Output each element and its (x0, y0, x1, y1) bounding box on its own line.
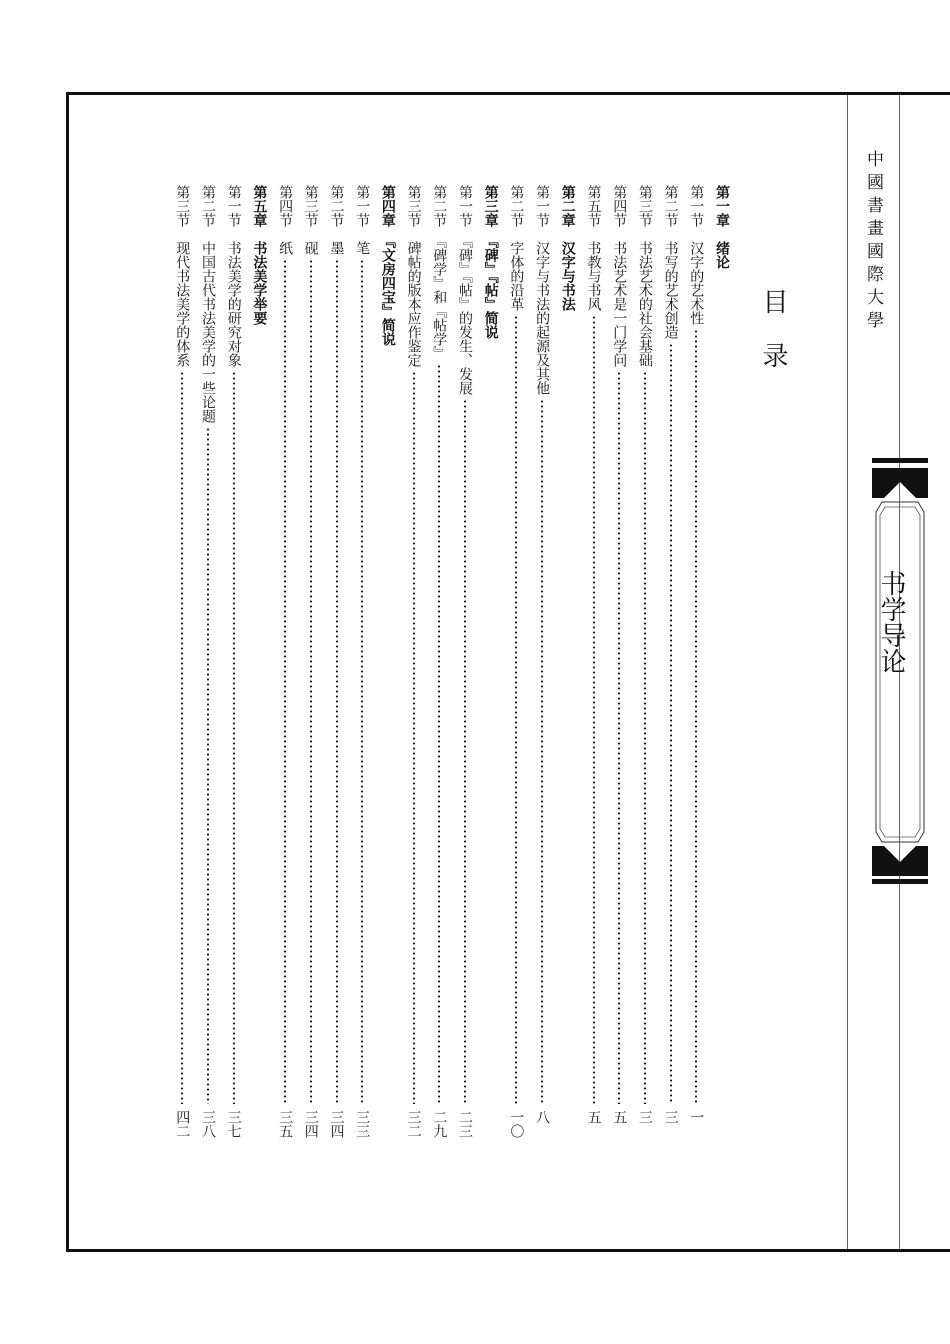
toc-entry[interactable] (582, 185, 606, 1145)
section-title: 第三节 砚 (302, 185, 319, 255)
section-title: 第二节 字体的沿革 (508, 185, 525, 311)
leader-dots (207, 427, 209, 1104)
leader-dots (413, 371, 415, 1104)
series-title: 中國書畫國際大學 (863, 150, 883, 334)
toc-entry[interactable] (196, 185, 220, 1145)
section-title: 第一节 『碑』『帖』的发生、发展 (457, 185, 473, 395)
title-block-top-ornament (872, 468, 928, 498)
leader-dots (541, 399, 543, 1104)
section-title: 第二节 墨 (328, 185, 345, 255)
toc-entry[interactable] (607, 185, 631, 1145)
toc-entry[interactable] (170, 185, 194, 1145)
page-number: 一〇 (508, 1110, 525, 1138)
leader-dots (181, 371, 183, 1104)
margin-rule (847, 95, 848, 1249)
toc-entry[interactable] (273, 185, 297, 1145)
section-title: 第四节 书法艺术是一门学问 (611, 185, 628, 367)
leader-dots (361, 259, 363, 1104)
leader-dots (233, 371, 235, 1104)
toc-entry[interactable] (299, 185, 323, 1145)
page-number: 三 (662, 1110, 679, 1124)
leader-dots (644, 371, 646, 1104)
page-number: 三三 (354, 1110, 371, 1138)
leader-dots (464, 399, 466, 1104)
toc-chapter[interactable] (479, 185, 503, 1145)
leader-dots (695, 329, 697, 1104)
page-number: 二九 (431, 1110, 448, 1138)
leader-dots (336, 259, 338, 1104)
section-title: 第二节 书写的艺术创造 (662, 185, 679, 339)
section-title: 第一节 笔 (354, 185, 371, 255)
title-block-top-bar (872, 458, 928, 463)
toc-entry[interactable] (453, 185, 477, 1145)
page-number: 八 (534, 1110, 551, 1124)
toc-chapter[interactable] (710, 185, 734, 1145)
section-title: 第一节 汉字与书法的起源及其他 (534, 185, 551, 395)
toc-entry[interactable] (350, 185, 374, 1145)
chapter-title: 第五章 书法美学举要 (251, 185, 268, 325)
page-number: 三七 (225, 1110, 242, 1138)
title-block-bottom-ornament (872, 846, 928, 876)
section-title: 第三节 现代书法美学的体系 (174, 185, 191, 367)
toc-chapter[interactable] (247, 185, 271, 1145)
section-title: 第一节 汉字的艺术性 (688, 185, 705, 325)
page-number: 二三 (457, 1110, 473, 1138)
leader-dots (310, 259, 312, 1104)
toc-entry[interactable] (530, 185, 554, 1145)
chapter-title: 第四章 『文房四宝』简说 (379, 185, 396, 346)
toc-entry[interactable] (325, 185, 349, 1145)
leader-dots (515, 315, 517, 1104)
leader-dots (438, 364, 440, 1104)
toc-chapter[interactable] (556, 185, 580, 1145)
chapter-title: 第三章 『碑』『帖』简说 (482, 185, 499, 339)
chapter-title: 第一章 绪论 (714, 185, 730, 269)
page-number: 五 (611, 1110, 628, 1124)
toc-heading: 目录 (758, 288, 788, 396)
page-number: 三 (636, 1110, 653, 1124)
page-number: 三二 (405, 1110, 422, 1138)
leader-dots (670, 343, 672, 1104)
toc-entry[interactable] (659, 185, 683, 1145)
leader-dots (284, 259, 286, 1104)
page-number: 四二 (174, 1110, 191, 1138)
toc-entry[interactable] (504, 185, 528, 1145)
page-number: 三八 (200, 1110, 216, 1138)
chapter-title: 第二章 汉字与书法 (559, 185, 576, 311)
section-title: 第一节 书法美学的研究对象 (225, 185, 242, 367)
toc-entry[interactable] (684, 185, 708, 1145)
leader-dots (618, 371, 620, 1104)
toc-entry[interactable] (633, 185, 657, 1145)
page-number: 一 (688, 1110, 705, 1124)
section-title: 第四节 纸 (277, 185, 294, 255)
section-title: 第五节 书教与书风 (585, 185, 602, 311)
page-number: 三四 (328, 1110, 345, 1138)
page-number: 三四 (302, 1110, 319, 1138)
section-title: 第二节 中国古代书法美学的一些论题 (200, 185, 216, 423)
title-block-bottom-bar (872, 879, 928, 884)
leader-dots (593, 315, 595, 1104)
toc-chapter[interactable] (376, 185, 400, 1145)
page-number: 三五 (277, 1110, 294, 1138)
section-title: 第三节 书法艺术的社会基础 (636, 185, 653, 367)
toc-entry[interactable] (222, 185, 246, 1145)
toc-entry[interactable] (427, 185, 451, 1145)
page-number: 五 (585, 1110, 602, 1124)
book-title: 书学导论 (876, 570, 906, 674)
toc-entry[interactable] (402, 185, 426, 1145)
section-title: 第二节 『碑学』和『帖学』 (431, 185, 448, 360)
section-title: 第三节 碑帖的版本应作鉴定 (405, 185, 422, 367)
